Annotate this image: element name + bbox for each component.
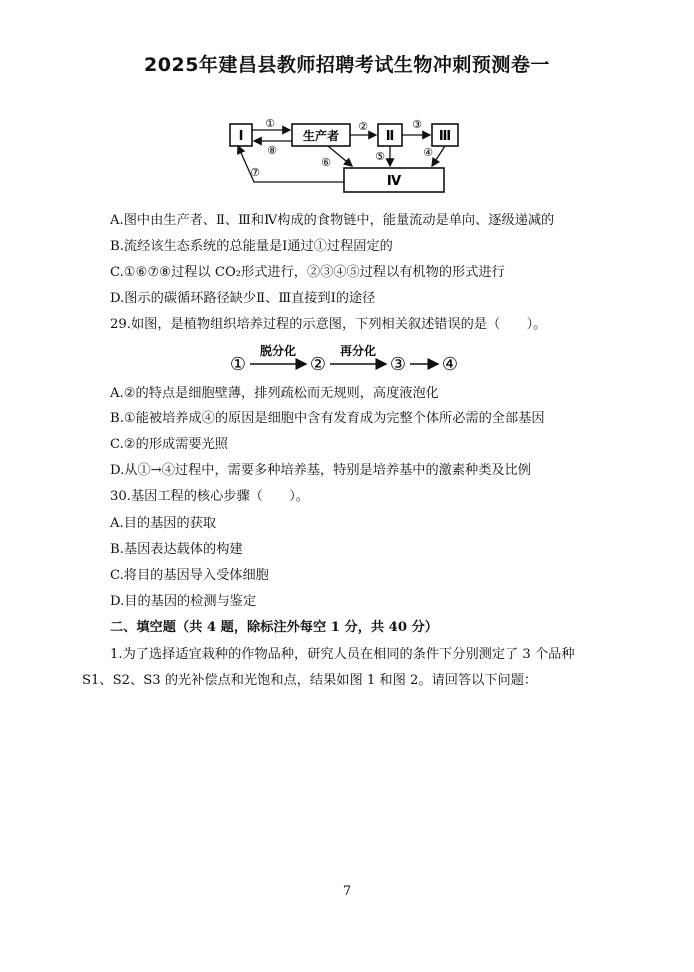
label-1: ① [265, 117, 275, 130]
node-I: Ⅰ [238, 129, 244, 144]
node-II: Ⅱ [385, 129, 395, 144]
q28-option-a: A.图中由生产者、Ⅱ、Ⅲ和Ⅳ构成的食物链中，能量流动是单向、逐级递减的 [110, 213, 555, 228]
node-III: Ⅲ [438, 129, 452, 144]
page-number: 7 [342, 884, 352, 899]
tissue-culture-process-diagram [226, 340, 466, 376]
fill-q1-line1: 1.为了选择适宜栽种的作物品种，研究人员在相同的条件下分别测定了 3 个品种 [110, 647, 575, 662]
label-7: ⑦ [250, 166, 260, 179]
step-1: ① [229, 354, 247, 375]
q29-option-b: B.①能被培养成④的原因是细胞中含有发育成为完整个体所必需的全部基因 [110, 411, 545, 426]
node-IV: Ⅳ [386, 174, 402, 189]
q30-option-d: D.目的基因的检测与鉴定 [110, 594, 257, 609]
q29-option-d: D.从①→④过程中，需要多种培养基，特别是培养基中的激素种类及比例 [110, 463, 531, 478]
node-producer: 生产者 [302, 129, 340, 143]
label-3: ③ [412, 118, 422, 131]
page-title: 2025年建昌县教师招聘考试生物冲刺预测卷一 [144, 54, 550, 76]
q29-option-a: A.②的特点是细胞壁薄，排列疏松而无规则，高度液泡化 [110, 386, 439, 401]
q29-option-c: C.②的形成需要光照 [110, 437, 228, 452]
fill-q1-line2: S1、S2、S3 的光补偿点和光饱和点，结果如图 1 和图 2。请回答以下问题： [82, 673, 538, 688]
arrow-label-dedifferentiation: 脱分化 [259, 344, 297, 358]
arrow-label-redifferentiation: 再分化 [339, 344, 377, 358]
label-4: ④ [423, 146, 433, 159]
step-2: ② [309, 354, 327, 375]
q28-option-c: C.①⑥⑦⑧过程以 CO₂形式进行，②③④⑤过程以有机物的形式进行 [110, 265, 505, 280]
label-5: ⑤ [375, 150, 385, 163]
q30-option-b: B.基因表达载体的构建 [110, 542, 243, 557]
label-6: ⑥ [321, 156, 331, 169]
carbon-cycle-diagram [224, 114, 474, 196]
q29-stem: 29.如图，是植物组织培养过程的示意图，下列相关叙述错误的是（ ）。 [110, 317, 547, 332]
q28-option-d: D.图示的碳循环路径缺少Ⅱ、Ⅲ直接到Ⅰ的途径 [110, 291, 376, 306]
q30-option-a: A.目的基因的获取 [110, 516, 217, 531]
section-heading: 二、填空题（共 4 题，除标注外每空 1 分，共 40 分） [110, 620, 438, 635]
q30-stem: 30.基因工程的核心步骤（ ）。 [110, 489, 309, 504]
q30-option-c: C.将目的基因导入受体细胞 [110, 568, 269, 583]
step-4: ④ [441, 354, 459, 375]
step-3: ③ [389, 354, 407, 375]
label-8: ⑧ [267, 144, 277, 157]
label-2: ② [358, 120, 368, 133]
q28-option-b: B.流经该生态系统的总能量是Ⅰ通过①过程固定的 [110, 239, 393, 254]
